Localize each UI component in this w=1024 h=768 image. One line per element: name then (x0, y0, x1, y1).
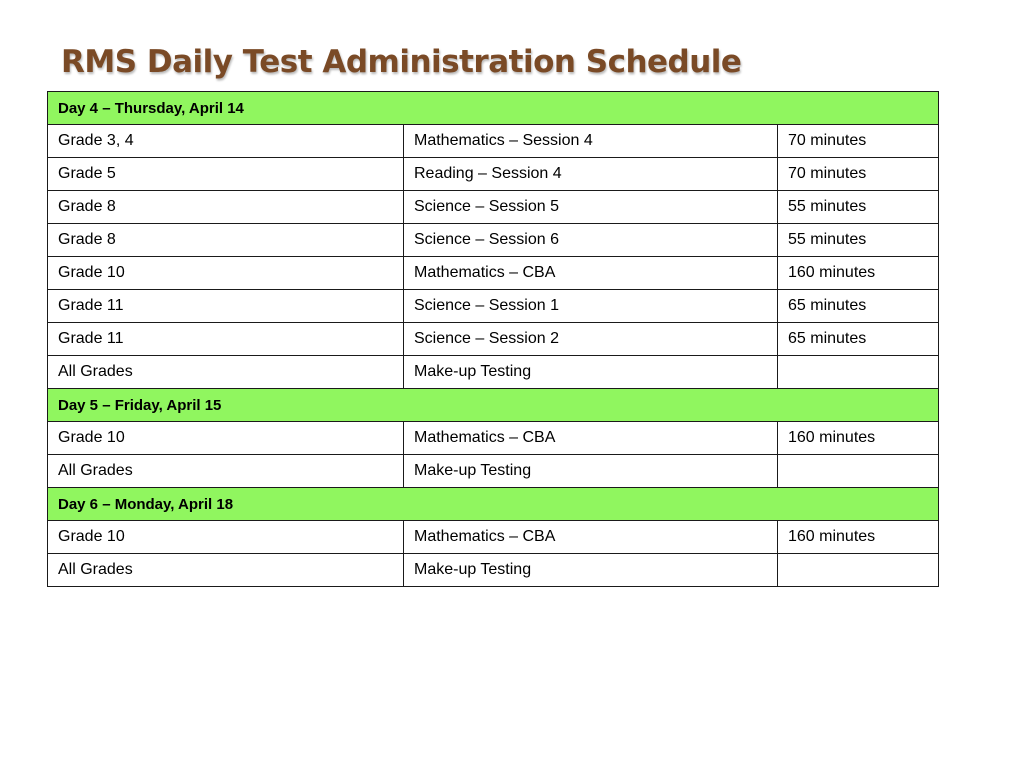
grade-cell: All Grades (48, 356, 404, 389)
grade-cell: Grade 10 (48, 521, 404, 554)
grade-cell: Grade 8 (48, 224, 404, 257)
subject-cell: Mathematics – Session 4 (404, 125, 778, 158)
duration-cell: 65 minutes (778, 323, 939, 356)
table-row (48, 125, 939, 158)
grade-cell: All Grades (48, 455, 404, 488)
subject-cell: Science – Session 5 (404, 191, 778, 224)
grade-cell: Grade 3, 4 (48, 125, 404, 158)
table-row (48, 455, 939, 488)
table-row (48, 323, 939, 356)
day-header-row (48, 488, 939, 521)
duration-cell: 65 minutes (778, 290, 939, 323)
subject-cell: Mathematics – CBA (404, 521, 778, 554)
table-row (48, 191, 939, 224)
page-title: RMS Daily Test Administration Schedule (61, 44, 742, 80)
table-row (48, 356, 939, 389)
grade-cell: Grade 10 (48, 422, 404, 455)
duration-cell: 55 minutes (778, 191, 939, 224)
table-row (48, 554, 939, 587)
grade-cell: Grade 8 (48, 191, 404, 224)
duration-cell (778, 356, 939, 389)
day-header-row (48, 92, 939, 125)
day-header: Day 4 – Thursday, April 14 (48, 92, 939, 125)
day-header: Day 5 – Friday, April 15 (48, 389, 939, 422)
day-header: Day 6 – Monday, April 18 (48, 488, 939, 521)
subject-cell: Make-up Testing (404, 455, 778, 488)
grade-cell: Grade 10 (48, 257, 404, 290)
duration-cell: 160 minutes (778, 521, 939, 554)
subject-cell: Science – Session 1 (404, 290, 778, 323)
table-row (48, 257, 939, 290)
subject-cell: Make-up Testing (404, 356, 778, 389)
duration-cell: 160 minutes (778, 422, 939, 455)
grade-cell: Grade 5 (48, 158, 404, 191)
duration-cell: 160 minutes (778, 257, 939, 290)
duration-cell (778, 554, 939, 587)
subject-cell: Make-up Testing (404, 554, 778, 587)
day-header-row (48, 389, 939, 422)
grade-cell: Grade 11 (48, 323, 404, 356)
schedule-table (47, 91, 939, 587)
table-row (48, 158, 939, 191)
table-row (48, 422, 939, 455)
duration-cell: 70 minutes (778, 158, 939, 191)
subject-cell: Science – Session 6 (404, 224, 778, 257)
subject-cell: Mathematics – CBA (404, 257, 778, 290)
table-row (48, 521, 939, 554)
grade-cell: Grade 11 (48, 290, 404, 323)
duration-cell: 70 minutes (778, 125, 939, 158)
duration-cell (778, 455, 939, 488)
subject-cell: Mathematics – CBA (404, 422, 778, 455)
subject-cell: Science – Session 2 (404, 323, 778, 356)
grade-cell: All Grades (48, 554, 404, 587)
table-row (48, 224, 939, 257)
duration-cell: 55 minutes (778, 224, 939, 257)
subject-cell: Reading – Session 4 (404, 158, 778, 191)
table-row (48, 290, 939, 323)
